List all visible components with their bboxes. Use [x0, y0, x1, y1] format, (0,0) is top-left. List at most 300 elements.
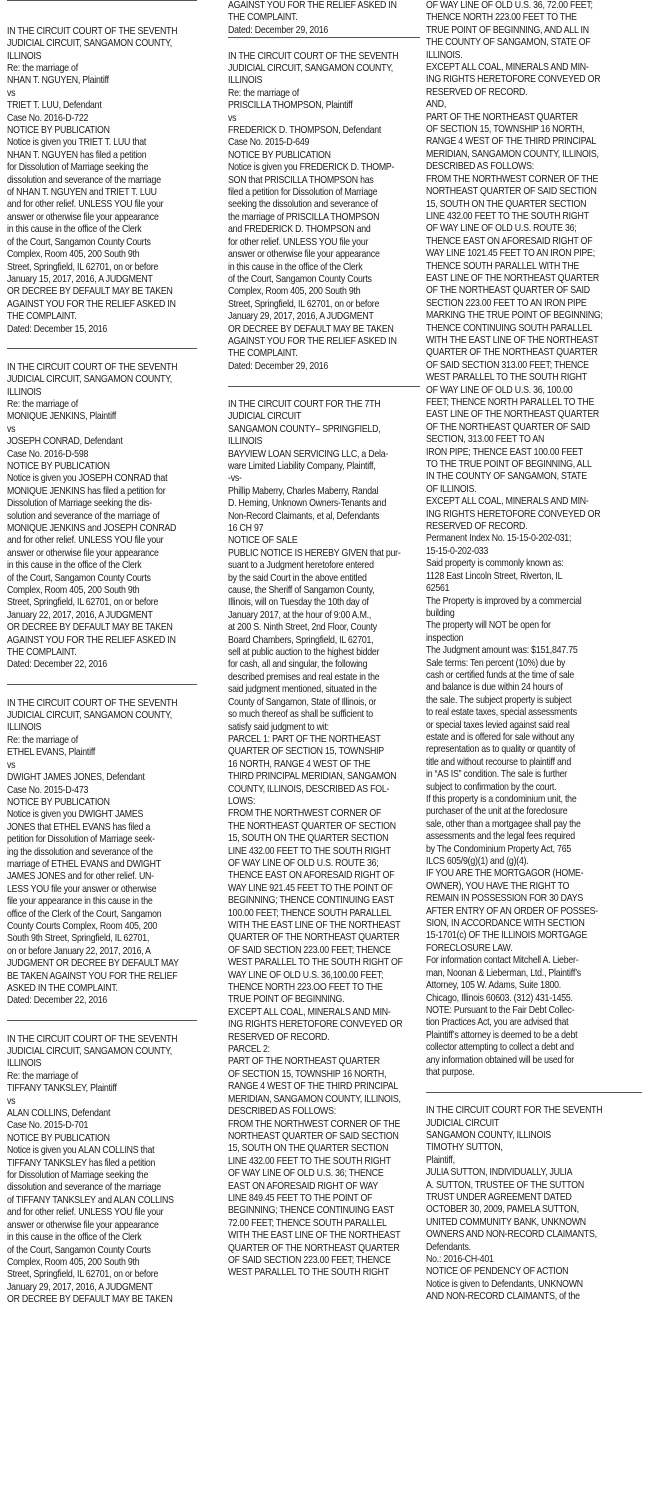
spacer [426, 1093, 642, 1105]
notice-text-line: OF WAY LINE OF OLD U.S. 36, 72.00 FEET; [426, 0, 593, 11]
notice-text-line: Complex, Room 405, 200 South 9th [7, 249, 140, 261]
notice-text-line: for cash, all and singular, the following [228, 659, 368, 671]
notice-text-line: FORECLOSURE LAW. [426, 942, 513, 954]
notice-text-line: ing the dissolution and severance of the [7, 846, 153, 858]
notice-text-line: FROM THE NORTHWEST CORNER OF THE [228, 1118, 401, 1130]
notice-text-line: FREDERICK D. THOMPSON, Defendant [228, 125, 382, 137]
notice-text-line: OF THE NORTHEAST QUARTER OF SAID [426, 421, 590, 433]
notice-text-line: OF SECTION 15, TOWNSHIP 16 NORTH, [228, 1068, 387, 1080]
notice-text-line: Phillip Maberry, Charles Maberry, Randal [228, 485, 379, 497]
notice-text-line: 62561 [426, 583, 450, 595]
notice-text-line: filed a petition for Dissolution of Marriage [228, 187, 378, 199]
notice-text-line: and FREDERICK D. THOMPSON and [228, 224, 371, 236]
notice-text-line: to real estate taxes, special assessments [426, 707, 577, 719]
column-1 [7, 0, 197, 1510]
notice-text-line: Dated: December 15, 2016 [7, 323, 108, 335]
notice-text-line: RESERVED OF RECORD. [228, 1031, 330, 1043]
notice-text-line: Permanent Index No. 15-15-0-202-031; [426, 533, 572, 545]
notice-text-line: WAY LINE 1021.45 FEET TO AN IRON PIPE; [426, 248, 595, 260]
notice-text-line: ILLINOIS [7, 50, 42, 62]
notice-text-line: vs [7, 1095, 16, 1107]
notice-text-line: ILCS 605/9(g)(1) and (g)(4). [426, 856, 529, 868]
notice-text-line: QUARTER OF THE NORTHEAST QUARTER [228, 1242, 400, 1254]
notice-text-line: OF SECTION 15, TOWNSHIP 16 NORTH, [426, 124, 585, 136]
notice-text-line: THENCE NORTH 223.OO FEET TO THE [228, 982, 383, 994]
notice-text-line: Case No. 2016-D-722 [7, 112, 89, 124]
notice-text-line: said judgment mentioned, situated in the [228, 684, 377, 696]
notice-text-line: FROM THE NORTHWEST CORNER OF [228, 808, 382, 820]
notice-text-line: MARKING THE TRUE POINT OF BEGINNING; [426, 310, 603, 322]
notice-text-line: AFTER ENTRY OF AN ORDER OF POSSES- [426, 905, 598, 917]
notice-text-line: Street, Springfield, IL 62701, on or before [7, 1269, 159, 1281]
notice-text-line: 16 NORTH, RANGE 4 WEST OF THE [228, 758, 371, 770]
notice-text-line: WEST PARALLEL TO THE SOUTH RIGHT [228, 1267, 389, 1279]
notice-text-line: OR DECREE BY DEFAULT MAY BE TAKEN [7, 286, 173, 298]
notice-text-line: January 22, 2017, 2016, A JUDGMENT [7, 609, 153, 621]
notice-text-line: satisfy said judgment to wit: [228, 721, 329, 733]
notice-text-line: WEST PARALLEL TO THE SOUTH RIGHT OF [228, 957, 403, 969]
notice-text-line: ALAN COLLINS, Defendant [7, 1108, 111, 1120]
notice-text-line: QUARTER OF THE NORTHEAST QUARTER [426, 347, 598, 359]
notice-text-line: petition for Dissolution of Marriage seek- [7, 834, 155, 846]
notice-text-line: in this cause in the office of the Clerk [7, 1232, 142, 1244]
notice-text-line: AGAINST YOU FOR THE RELIEF ASKED IN [7, 634, 176, 646]
notice-text-line: NOTICE BY PUBLICATION [7, 460, 110, 472]
column-3 [426, 0, 642, 1510]
notice-text-line: for other relief. UNLESS YOU file your [228, 236, 369, 248]
notice-text-line: OF WAY LINE OF OLD U.S. 36; THENCE [228, 1168, 384, 1180]
notice-text-line: ILLINOIS [7, 1058, 42, 1070]
notice-text-line: ware Limited Liability Company, Plaintiff, [228, 460, 376, 472]
notice-text-line: JUDICIAL CIRCUIT, SANGAMON COUNTY, [228, 63, 394, 75]
notice-text-line: OF WAY LINE OF OLD U.S. 36, 100.00 [426, 384, 573, 396]
notice-text-line: and for other relief. UNLESS YOU file your [7, 1207, 164, 1219]
notice-text-line: THENCE EAST ON AFORESAID RIGHT OF [228, 870, 395, 882]
spacer [7, 336, 197, 348]
notice-text-line: OR DECREE BY DEFAULT MAY BE TAKEN [228, 323, 394, 335]
notice-text-line: COUNTY, ILLINOIS, DESCRIBED AS FOL- [228, 783, 390, 795]
notice-text-line: OWNER), YOU HAVE THE RIGHT TO [426, 880, 570, 892]
notice-text-line: JULIA SUTTON, INDIVIDUALLY, JULIA [426, 1167, 573, 1179]
notice-text-line: NOTICE OF SALE [228, 535, 298, 547]
notice-text-line: RESERVED OF RECORD. [426, 521, 528, 533]
notice-text-line: SANGAMON COUNTY, ILLINOIS [426, 1129, 551, 1141]
notice-text-line: purchaser of the unit at the foreclosure [426, 806, 568, 818]
notice-text-line: Re: the marriage of [7, 63, 78, 74]
notice-text-line: January 15, 2017, 2016, A JUDGMENT [7, 273, 153, 285]
notice-text-line: NOTICE OF PENDENCY OF ACTION [426, 1266, 569, 1278]
notice-text-line: THE COMPLAINT. [228, 12, 298, 24]
notice-text-line: Chicago, Illinois 60603. (312) 431-1455. [426, 992, 573, 1004]
notice-text-line: answer or otherwise file your appearance [7, 211, 159, 223]
notice-text-line: SANGAMON COUNTY– SPRINGFIELD, [228, 423, 381, 435]
notice-text-line: RANGE 4 WEST OF THE THIRD PRINCIPAL [426, 136, 597, 148]
notice-text-line: SECTION, 313.00 FEET TO AN [426, 434, 545, 446]
notice-text-line: LINE 849.45 FEET TO THE POINT OF [228, 1192, 373, 1204]
notice-text-line: ILLINOIS [7, 386, 42, 398]
notice-text-line: TIMOTHY SUTTON, [426, 1142, 503, 1154]
notice-text-line: Dissolution of Marriage seeking the dis- [7, 498, 152, 510]
notice-text-line: vs [7, 87, 16, 99]
notice-text-line: LINE 432.00 FEET TO THE SOUTH RIGHT [228, 845, 391, 857]
notice-text-line: dissolution and severance of the marriage [7, 1182, 161, 1194]
notice-text-line: No.: 2016-CH-401 [426, 1254, 494, 1265]
notice-text-line: ASKED IN THE COMPLAINT. [7, 983, 118, 994]
notice-text-line: by The Condominium Property Act, 765 [426, 843, 572, 855]
notice-text-line: seeking the dissolution and severance of [228, 199, 378, 211]
notice-text-line: EAST ON AFORESAID RIGHT OF WAY [228, 1180, 378, 1192]
notice-text-line: MERIDIAN, SANGAMON COUNTY, ILLINOIS, [228, 1093, 401, 1105]
notice-text-line: January 29, 2017, 2016, A JUDGMENT [228, 311, 374, 323]
notice-text-line: 15-1701(c) OF THE ILLINOIS MORTGAGE [426, 930, 588, 942]
notice-text-line: For information contact Mitchell A. Lieber- [426, 955, 579, 967]
notice-text-line: TRUE POINT OF BEGINNING. [228, 994, 345, 1006]
notice-text-line: PUBLIC NOTICE IS HEREBY GIVEN that pur- [228, 547, 401, 559]
notice-text-line: OF SAID SECTION 223.00 FEET; THENCE [228, 944, 391, 956]
notice-text-line: in this cause in the office of the Clerk [7, 224, 142, 236]
notice-text-line: at 200 S. Ninth Street, 2nd Floor, County [228, 622, 377, 634]
notice-text-line: ILLINOIS [7, 722, 42, 734]
notice-text-line: Dated: December 29, 2016 [228, 360, 329, 372]
notice-text-line: described premises and real estate in the [228, 671, 380, 683]
notice-text-line: ETHEL EVANS, Plaintiff [7, 747, 96, 759]
notice-text-line: Complex, Room 405, 200 South 9th [7, 585, 140, 597]
notice-text-line: IN THE CIRCUIT COURT FOR THE 7TH [228, 398, 381, 410]
spacer [7, 1, 197, 13]
notice-text-line: FROM THE NORTHWEST CORNER OF THE [426, 173, 599, 185]
notice-text-line: RANGE 4 WEST OF THE THIRD PRINCIPAL [228, 1081, 399, 1093]
notice-text-line: TIFFANY TANKSLEY, Plaintiff [7, 1083, 117, 1095]
notice-text-line: collector attempting to collect a debt and [426, 1042, 574, 1054]
notice-text-line: for Dissolution of Marriage seeking the [7, 162, 149, 174]
notice-text-line: IN THE CIRCUIT COURT OF THE SEVENTH [7, 1033, 178, 1045]
notice-text-line: or special taxes levied against said real [426, 719, 570, 731]
notice-text-line: DESCRIBED AS FOLLOWS: [426, 161, 534, 173]
notice-text-line: Attorney, 105 W. Adams, Suite 1800. [426, 980, 562, 992]
notice-text-line: South 9th Street, Springfield, IL 62701, [7, 933, 150, 945]
notice-text-line: TRUE POINT OF BEGINNING, AND ALL IN [426, 24, 589, 36]
notice-text-line: EAST LINE OF THE NORTHEAST QUARTER [426, 272, 599, 284]
notice-text-line: 15, SOUTH ON THE QUARTER SECTION [228, 1143, 389, 1155]
notice-text-line: 15, SOUTH ON THE QUARTER SECTION [228, 833, 389, 845]
notice-text-line: Dated: December 29, 2016 [228, 24, 329, 36]
notice-text-line: WITH THE EAST LINE OF THE NORTHEAST [426, 334, 599, 346]
notice-text-line: on or before January 22, 2017, 2016, A [7, 945, 151, 957]
notice-text-line: 16 CH 97 [228, 523, 264, 535]
notice-text-line: -vs- [228, 473, 242, 485]
notice-text-line: EXCEPT ALL COAL, MINERALS AND MIN- [426, 62, 589, 74]
notice-text-line: TO THE TRUE POINT OF BEGINNING, ALL [426, 459, 592, 471]
notice-text-line: Case No. 2015-D-701 [7, 1120, 89, 1132]
notice-text-line: for Dissolution of Marriage seeking the [7, 1170, 149, 1182]
notice-text-line: BEGINNING; THENCE CONTINUING EAST [228, 895, 395, 907]
notice-text-line: A. SUTTON, TRUSTEE OF THE SUTTON [426, 1179, 584, 1191]
notice-text-line: Complex, Room 405, 200 South 9th [228, 286, 361, 298]
notice-text-line: answer or otherwise file your appearance [7, 1219, 159, 1231]
notice-text-line: OCTOBER 30, 2009, PAMELA SUTTON, [426, 1204, 579, 1216]
notice-text-line: so much thereof as shall be sufficient to [228, 709, 373, 721]
notice-text-line: Street, Springfield, IL 62701, on or before [228, 298, 380, 310]
notice-text-line: Notice is given you FREDERICK D. THOMP- [228, 162, 395, 174]
notice-text-line: PRISCILLA THOMPSON, Plaintiff [228, 100, 353, 112]
notice-text-line: DESCRIBED AS FOLLOWS: [228, 1106, 336, 1118]
notice-text-line: SON that PRISCILLA THOMPSON has [228, 174, 374, 186]
notice-text-line: OF SAID SECTION 223.00 FEET; THENCE [228, 1254, 391, 1266]
notice-text-line: County of Sangamon, State of Illinois, or [228, 696, 377, 708]
notice-text-line: JUDICIAL CIRCUIT [228, 411, 302, 423]
notice-text-line: of the Court, Sangamon County Courts [7, 236, 151, 248]
notice-text-line: LINE 432.00 FEET TO THE SOUTH RIGHT [426, 210, 589, 222]
column-2 [228, 0, 420, 1510]
notice-text-line: Illinois, will on Tuesday the 10th day of [228, 597, 369, 609]
notice-text-line: Defendants. [426, 1241, 471, 1253]
notice-text-line: January 2017, at the hour of 9:00 A.M., [228, 609, 372, 621]
notice-text-line: ILLINOIS [228, 436, 263, 448]
notice-text-line: AGAINST YOU FOR THE RELIEF ASKED IN [7, 298, 176, 310]
notice-text-line: JUDICIAL CIRCUIT, SANGAMON COUNTY, [7, 1046, 173, 1057]
notice-text-line: tion Practices Act, you are advised that [426, 1017, 569, 1029]
notice-text-line: RESERVED OF RECORD. [426, 86, 528, 98]
notice-text-line: NOTICE BY PUBLICATION [7, 1132, 110, 1144]
notice-text-line: Plaintiff, [426, 1154, 455, 1166]
notice-text-line: OF THE NORTHEAST QUARTER OF SAID [426, 285, 590, 297]
notice-text-line: Case No. 2015-D-473 [7, 784, 89, 796]
notice-text-line: PART OF THE NORTHEAST QUARTER [426, 111, 578, 123]
notice-text-line: Sale terms: Ten percent (10%) due by [426, 657, 566, 669]
notice-text-line: THE COUNTY OF SANGAMON, STATE OF [426, 37, 591, 49]
notice-text-line: office of the Clerk of the Court, Sangamon [7, 908, 162, 920]
notice-text-line: THENCE SOUTH PARALLEL WITH THE [426, 260, 580, 272]
notice-text-line: WAY LINE OF OLD U.S. 36,100.00 FEET; [228, 969, 384, 981]
notice-text-line: ILLINOIS [228, 75, 263, 87]
notice-text-line: WITH THE EAST LINE OF THE NORTHEAST [228, 920, 401, 932]
notice-text-line: BE TAKEN AGAINST YOU FOR THE RELIEF [7, 970, 178, 982]
notice-text-line: OR DECREE BY DEFAULT MAY BE TAKEN [7, 622, 173, 634]
notice-text-line: TRIET T. LUU, Defendant [7, 100, 102, 112]
notice-text-line: Dated: December 22, 2016 [7, 659, 108, 671]
notice-text-line: file your appearance in this cause in the [7, 896, 153, 908]
notice-text-line: THE NORTHEAST QUARTER OF SECTION [228, 820, 396, 832]
notice-text-line: OF SAID SECTION 313.00 FEET; THENCE [426, 359, 589, 371]
notice-text-line: Case No. 2016-D-598 [7, 448, 89, 460]
notice-text-line: Street, Springfield, IL 62701, on or before [7, 261, 159, 273]
notice-text-line: 1128 East Lincoln Street, Riverton, IL [426, 570, 563, 582]
notice-text-line: building [426, 607, 455, 619]
notice-text-line: in this cause in the office of the Clerk [7, 560, 142, 572]
notice-text-line: answer or otherwise file your appearance [7, 547, 159, 559]
notice-text-line: solution and severance of the marriage of [7, 510, 160, 522]
notice-text-line: January 29, 2017, 2016, A JUDGMENT [7, 1281, 153, 1293]
notice-text-line: the sale. The subject property is subject [426, 694, 572, 706]
notice-text-line: of the Court, Sangamon County Courts [7, 572, 151, 584]
notice-text-line: DWIGHT JAMES JONES, Defendant [7, 772, 145, 784]
notice-text-line: ILLINOIS. [426, 49, 463, 61]
notice-text-line: 15, SOUTH ON THE QUARTER SECTION [426, 198, 587, 210]
notice-text-line: JOSEPH CONRAD, Defendant [7, 436, 123, 448]
notice-text-line: The property will NOT be open for [426, 620, 551, 632]
notice-text-line: UNITED COMMUNITY BANK, UNKNOWN [426, 1216, 586, 1228]
notice-text-line: Re: the marriage of [228, 87, 299, 99]
notice-text-line: Notice is given you JOSEPH CONRAD that [7, 473, 168, 485]
notice-text-line: PART OF THE NORTHEAST QUARTER [228, 1056, 380, 1068]
notice-text-line: AGAINST YOU FOR THE RELIEF ASKED IN [228, 335, 397, 347]
notice-text-line: Re: the marriage of [7, 1070, 78, 1082]
notice-text-line: and for other relief. UNLESS YOU file your [7, 199, 164, 211]
spacer [426, 1079, 642, 1091]
notice-text-line: THENCE EAST ON AFORESAID RIGHT OF [426, 235, 593, 247]
notice-text-line: Notice is given you DWIGHT JAMES [7, 809, 144, 821]
notice-text-line: IN THE CIRCUIT COURT OF THE SEVENTH [228, 50, 399, 62]
notice-text-line: 100.00 FEET; THENCE SOUTH PARALLEL [228, 907, 392, 919]
notice-text-line: MERIDIAN, SANGAMON COUNTY, ILLINOIS, [426, 148, 599, 160]
notice-text-line: OWNERS AND NON-RECORD CLAIMANTS, [426, 1229, 597, 1241]
notice-text-line: vs [228, 112, 237, 124]
notice-text-line: ING RIGHTS HERETOFORE CONVEYED OR [228, 1019, 403, 1031]
notice-text-line: vs [7, 423, 16, 435]
notice-text-line: IN THE CIRCUIT COURT FOR THE SEVENTH [426, 1105, 603, 1117]
notice-text-line: Said property is commonly known as: [426, 558, 564, 570]
notice-text-line: JUDICIAL CIRCUIT, SANGAMON COUNTY, [7, 710, 173, 722]
notice-text-line: AGAINST YOU FOR THE RELIEF ASKED IN [228, 0, 397, 11]
notice-text-line: JUDICIAL CIRCUIT [426, 1117, 500, 1129]
notice-text-line: Notice is given you ALAN COLLINS that [7, 1145, 155, 1157]
notice-text-line: Board Chambers, Springfield, IL 62701, [228, 634, 374, 646]
notice-text-line: OF WAY LINE OF OLD U.S. ROUTE 36; [426, 223, 577, 235]
notice-text-line: estate and is offered for sale without any [426, 731, 575, 743]
notice-text-line: MONIQUE JENKINS and JOSEPH CONRAD [7, 523, 177, 534]
notice-text-line: Non-Record Claimants, et al, Defendants [228, 510, 380, 522]
notice-text-line: THE COMPLAINT. [7, 647, 77, 659]
notice-text-line: NOTICE BY PUBLICATION [228, 149, 331, 161]
notice-text-line: MONIQUE JENKINS has filed a petition for [7, 485, 166, 497]
notice-text-line: The Judgment amount was: $151,847.75 [426, 645, 578, 657]
notice-text-line: in “AS IS” condition. The sale is further [426, 769, 568, 781]
notice-text-line: THE COMPLAINT. [7, 311, 77, 323]
notice-text-line: THENCE CONTINUING SOUTH PARALLEL [426, 322, 593, 334]
notice-text-line: 72.00 FEET; THENCE SOUTH PARALLEL [228, 1217, 387, 1229]
spacer [7, 1008, 197, 1020]
notice-text-line: sale, other than a mortgagee shall pay the [426, 818, 581, 830]
notice-text-line: suant to a Judgment heretofore entered [228, 560, 374, 572]
notice-text-line: Notice is given you TRIET T. LUU that [7, 137, 147, 149]
notice-text-line: BAYVIEW LOAN SERVICING LLC, a Dela- [228, 448, 389, 460]
notice-text-line: IN THE CIRCUIT COURT OF THE SEVENTH [7, 361, 178, 373]
notice-text-line: QUARTER OF THE NORTHEAST QUARTER [228, 932, 400, 944]
notice-text-line: the marriage of PRISCILLA THOMPSON [228, 211, 380, 223]
notice-text-line: NHAN T. NGUYEN, Plaintiff [7, 75, 109, 87]
notice-text-line: LINE 432.00 FEET TO THE SOUTH RIGHT [228, 1155, 391, 1167]
notice-text-line: of the Court, Sangamon County Courts [7, 1244, 151, 1256]
notice-text-line: vs [7, 759, 16, 771]
notice-text-line: IF YOU ARE THE MORTGAGOR (HOME- [426, 868, 584, 880]
notice-text-line: AND NON-RECORD CLAIMANTS, of the [426, 1291, 580, 1303]
notice-text-line: TIFFANY TANKSLEY has filed a petition [7, 1157, 156, 1169]
notice-text-line: IRON PIPE; THENCE EAST 100.00 FEET [426, 446, 583, 458]
notice-text-line: in this cause in the office of the Clerk [228, 261, 363, 273]
notice-text-line: Notice is given to Defendants, UNKNOWN [426, 1278, 583, 1290]
notice-text-line: assessments and the legal fees required [426, 831, 575, 843]
notice-text-line: FEET; THENCE NORTH PARALLEL TO THE [426, 397, 595, 408]
notice-text-line: WAY LINE 921.45 FEET TO THE POINT OF [228, 882, 393, 894]
spacer [7, 1021, 197, 1033]
notice-text-line: EAST LINE OF THE NORTHEAST QUARTER [426, 409, 599, 421]
notice-text-line: of the Court, Sangamon County Courts [228, 273, 372, 285]
notice-text-line: SECTION 223.00 FEET TO AN IRON PIPE [426, 297, 587, 309]
notice-text-line: dissolution and severance of the marriage [7, 174, 161, 186]
notice-text-line: IN THE CIRCUIT COURT OF THE SEVENTH [7, 697, 178, 709]
notice-text-line: THENCE NORTH 223.00 FEET TO THE [426, 12, 577, 24]
notice-text-line: subject to confirmation by the court. [426, 781, 557, 793]
notice-text-line: title and without recourse to plaintiff and [426, 756, 571, 768]
notice-text-line: D. Heming, Unknown Owners-Tenants and [228, 498, 387, 510]
notice-text-line: JUDICIAL CIRCUIT, SANGAMON COUNTY, [7, 374, 173, 386]
notice-text-line: JUDICIAL CIRCUIT, SANGAMON COUNTY, [7, 38, 173, 50]
notice-text-line: Case No. 2015-D-649 [228, 137, 310, 149]
spacer [228, 373, 420, 385]
notice-text-line: IN THE CIRCUIT COURT OF THE SEVENTH [7, 25, 178, 37]
notice-text-line: SION, IN ACCORDANCE WITH SECTION [426, 918, 585, 930]
notice-text-line: IN THE COUNTY OF SANGAMON, STATE [426, 471, 587, 483]
notice-text-line: LOWS: [228, 795, 256, 807]
spacer [228, 38, 420, 50]
notice-text-line: and for other relief. UNLESS YOU file your [7, 535, 164, 547]
notice-text-line: County Courts Complex, Room 405, 200 [7, 920, 158, 932]
spacer [7, 13, 197, 25]
notice-text-line: PARCEL 2: [228, 1044, 270, 1056]
notice-text-line: EXCEPT ALL COAL, MINERALS AND MIN- [228, 1006, 391, 1018]
notice-text-line: BEGINNING; THENCE CONTINUING EAST [228, 1205, 395, 1217]
notice-text-line: OR DECREE BY DEFAULT MAY BE TAKEN [7, 1294, 173, 1306]
notice-text-line: by the said Court in the above entitled [228, 572, 367, 584]
notice-text-line: that purpose. [426, 1066, 475, 1078]
notice-text-line: of NHAN T. NGUYEN and TRIET T. LUU [7, 187, 157, 199]
notice-text-line: JAMES JONES and for other relief. UN- [7, 871, 154, 883]
notice-text-line: NORTHEAST QUARTER OF SAID SECTION [228, 1130, 399, 1142]
notice-text-line: answer or otherwise file your appearance [228, 249, 380, 261]
notice-text-line: Plaintiff’s attorney is deemed to be a debt [426, 1029, 578, 1041]
notice-text-line: If this property is a condominium unit, the [426, 794, 577, 805]
notice-text-line: OF ILLINOIS. [426, 483, 477, 495]
notice-text-line: MONIQUE JENKINS, Plaintiff [7, 411, 117, 423]
notice-text-line: ING RIGHTS HERETOFORE CONVEYED OR [426, 74, 601, 86]
notice-text-line: Re: the marriage of [7, 734, 78, 746]
notice-text-line: ING RIGHTS HERETOFORE CONVEYED OR [426, 508, 601, 520]
notice-text-line: JONES that ETHEL EVANS has filed a [7, 821, 151, 833]
notice-text-line: NHAN T. NGUYEN has filed a petition [7, 149, 147, 161]
notice-text-line: cash or certified funds at the time of sale [426, 669, 575, 681]
notice-text-line: JUDGMENT OR DECREE BY DEFAULT MAY [7, 958, 179, 970]
notice-text-line: NORTHEAST QUARTER OF SAID SECTION [426, 186, 597, 198]
notice-text-line: NOTICE BY PUBLICATION [7, 125, 110, 137]
notice-text-line: THIRD PRINCIPAL MERIDIAN, SANGAMON [228, 771, 397, 783]
notice-text-line: AND, [426, 99, 447, 111]
notice-text-line: 15-15-0-202-033 [426, 545, 489, 557]
notice-text-line: REMAIN IN POSSESSION FOR 30 DAYS [426, 893, 584, 905]
notice-text-line: OF WAY LINE OF OLD U.S. ROUTE 36; [228, 857, 379, 869]
notice-text-line: man, Noonan & Lieberman, Ltd., Plaintiff’s [426, 967, 581, 979]
notice-text-line: any information obtained will be used for [426, 1054, 575, 1066]
notice-text-line: Complex, Room 405, 200 South 9th [7, 1256, 140, 1268]
notice-text-line: NOTICE BY PUBLICATION [7, 796, 110, 808]
notice-text-line: WEST PARALLEL TO THE SOUTH RIGHT [426, 372, 587, 384]
notice-text-line: Street, Springfield, IL 62701, on or before [7, 597, 159, 609]
notice-text-line: of TIFFANY TANKSLEY and ALAN COLLINS [7, 1194, 174, 1206]
notice-text-line: and balance is due within 24 hours of [426, 682, 563, 694]
notice-text-line: inspection [426, 632, 464, 644]
notice-text-line: cause, the Sheriff of Sangamon County, [228, 585, 375, 597]
notice-text-line: THE COMPLAINT. [228, 348, 298, 360]
notice-text-line: sell at public auction to the highest bidder [228, 647, 380, 659]
